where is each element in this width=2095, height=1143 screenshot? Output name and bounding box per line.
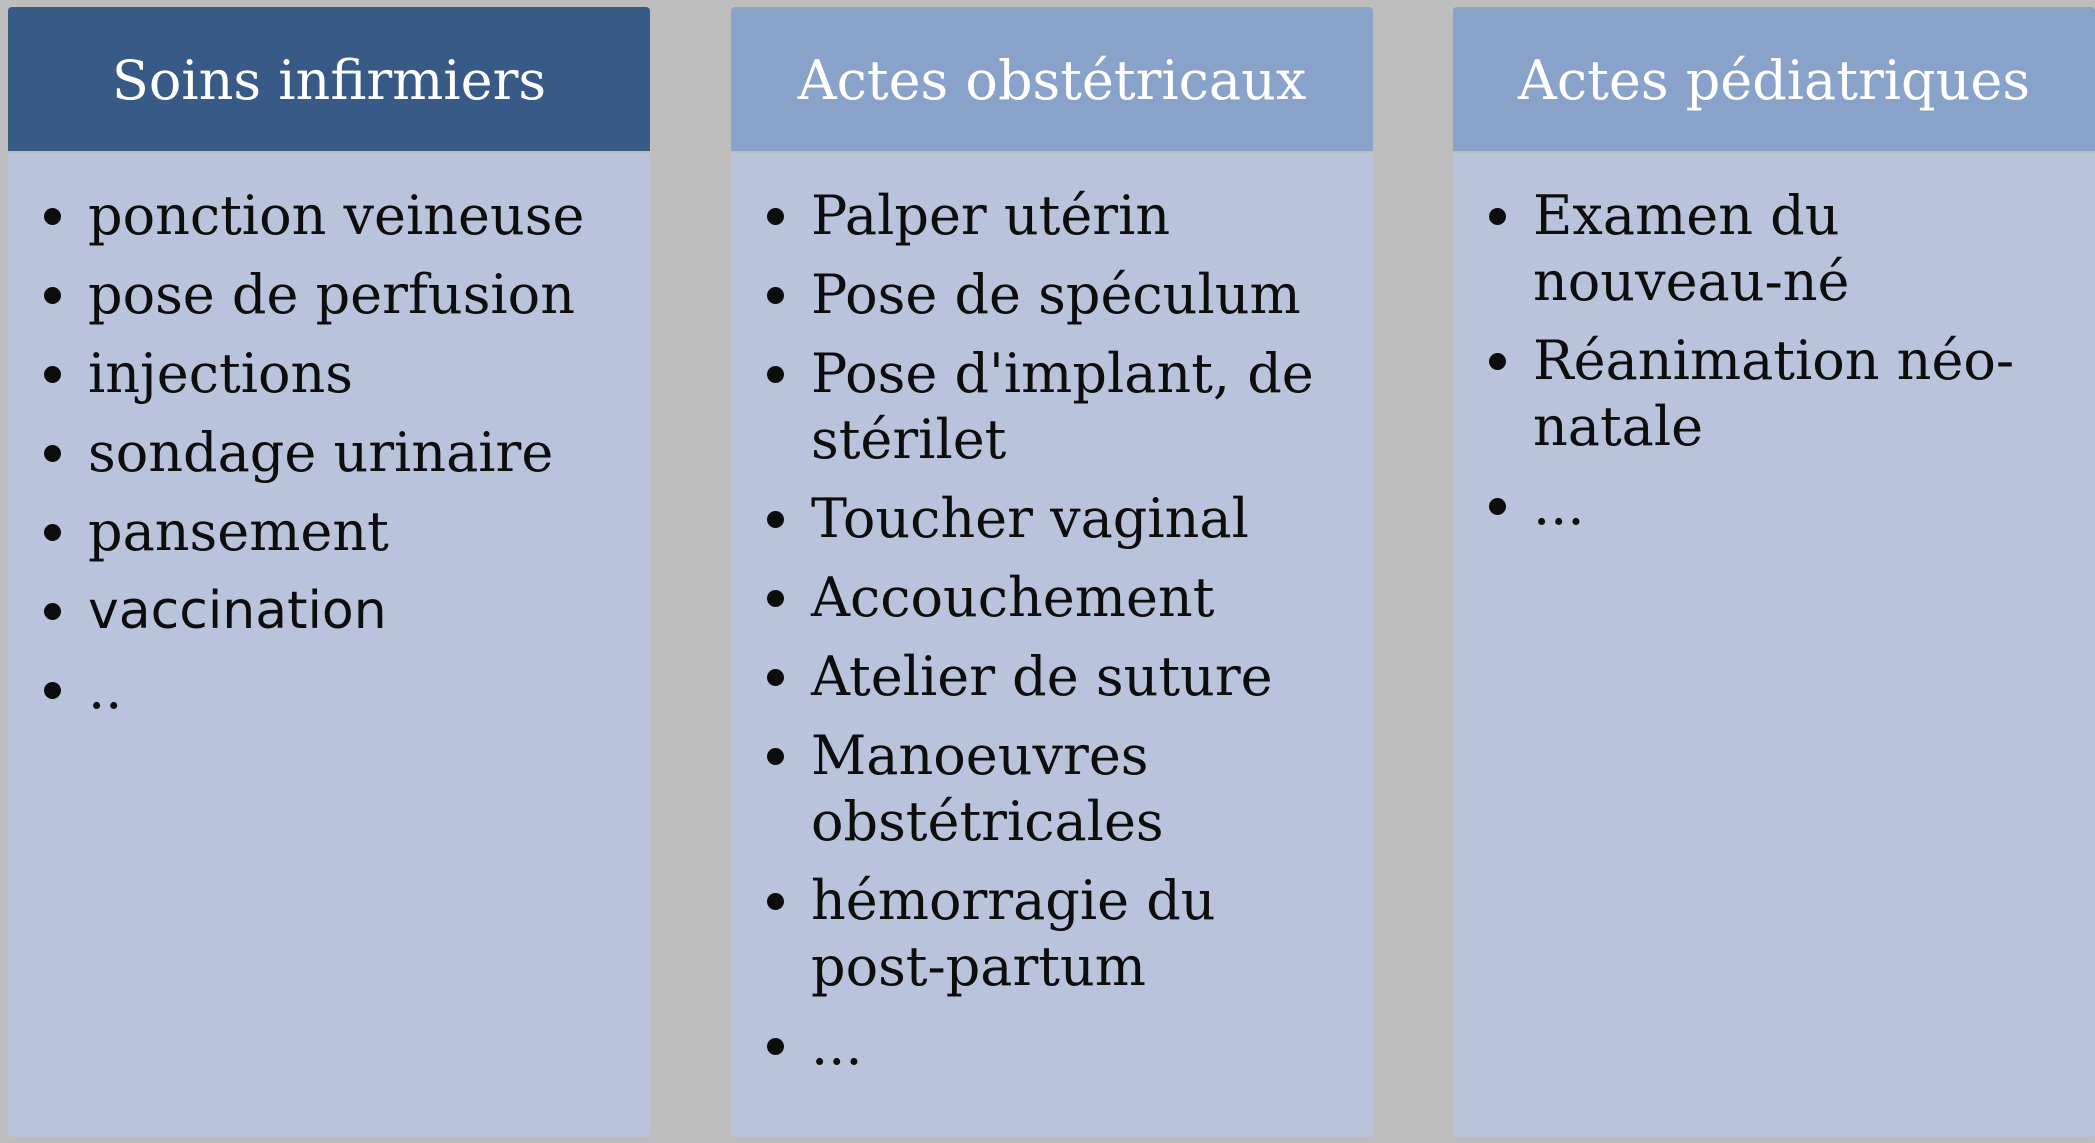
column-header[interactable]: Actes obstétricaux (731, 7, 1373, 151)
bullet-icon (767, 748, 784, 765)
list-item-label: Accouchement (811, 566, 1215, 629)
bullet-icon (767, 669, 784, 686)
list-item-label: vaccination (88, 581, 387, 641)
list-item (38, 341, 630, 407)
bullet-icon (44, 208, 61, 225)
list-item-label: .. (88, 658, 123, 721)
bullet-icon (767, 287, 784, 304)
list-item (38, 183, 630, 249)
list-item-label: Palper utérin (811, 184, 1171, 247)
list-item-label: Manoeuvres obstétricales (811, 724, 1164, 853)
bullet-icon (767, 208, 784, 225)
bullet-icon (1489, 353, 1506, 370)
bullet-icon (44, 445, 61, 462)
list-item-label: Atelier de suture (811, 645, 1273, 708)
list-item-label: Pose d'implant, de stérilet (811, 342, 1314, 471)
list-item (761, 262, 1353, 328)
column-body (8, 153, 650, 1137)
list-item (38, 657, 630, 723)
list-item-label: sondage urinaire (88, 421, 554, 484)
list-item (1483, 473, 2075, 539)
list-item (761, 868, 1353, 1000)
bullet-icon (44, 682, 61, 699)
column-body (731, 153, 1373, 1137)
bullet-icon (44, 603, 61, 620)
list-item (761, 723, 1353, 855)
column-body (1453, 153, 2095, 1137)
column-actes-pediatriques (1453, 7, 2095, 1137)
list-item (38, 262, 630, 328)
list-item-label: ... (811, 1014, 863, 1077)
bullet-icon (1489, 498, 1506, 515)
list-item-label: hémorragie du post-partum (811, 869, 1216, 998)
list-item-label: Pose de spéculum (811, 263, 1301, 326)
column-actes-obstetricaux (731, 7, 1373, 1137)
list-item-label: injections (88, 342, 353, 405)
bullet-icon (44, 366, 61, 383)
list-item (761, 486, 1353, 552)
bullet-list (761, 183, 1353, 1079)
list-item-label: pose de perfusion (88, 263, 575, 326)
list-item (761, 565, 1353, 631)
list-item-label: pansement (88, 500, 389, 563)
bullet-icon (767, 366, 784, 383)
list-item (761, 183, 1353, 249)
bullet-icon (44, 287, 61, 304)
list-item-label: ... (1533, 474, 1585, 537)
bullet-icon (767, 590, 784, 607)
column-header[interactable]: Soins infirmiers (8, 7, 650, 151)
list-item (761, 341, 1353, 473)
list-item (1483, 328, 2075, 460)
column-soins-infirmiers (8, 7, 650, 1137)
bullet-icon (767, 1038, 784, 1055)
bullet-icon (1489, 208, 1506, 225)
column-header[interactable]: Actes pédiatriques (1453, 7, 2095, 151)
list-item-label: Toucher vaginal (811, 487, 1249, 550)
list-item (761, 644, 1353, 710)
bullet-list (38, 183, 630, 723)
list-item (38, 499, 630, 565)
list-item-label: Réanimation néo-natale (1533, 329, 2015, 458)
list-item (1483, 183, 2075, 315)
list-item (38, 578, 630, 644)
bullet-icon (767, 893, 784, 910)
bullet-list (1483, 183, 2075, 539)
bullet-icon (44, 524, 61, 541)
list-item-label: ponction veineuse (88, 184, 585, 247)
list-item (761, 1013, 1353, 1079)
list-item-label: Examen du nouveau-né (1533, 184, 1850, 313)
bullet-icon (767, 511, 784, 528)
list-item (38, 420, 630, 486)
